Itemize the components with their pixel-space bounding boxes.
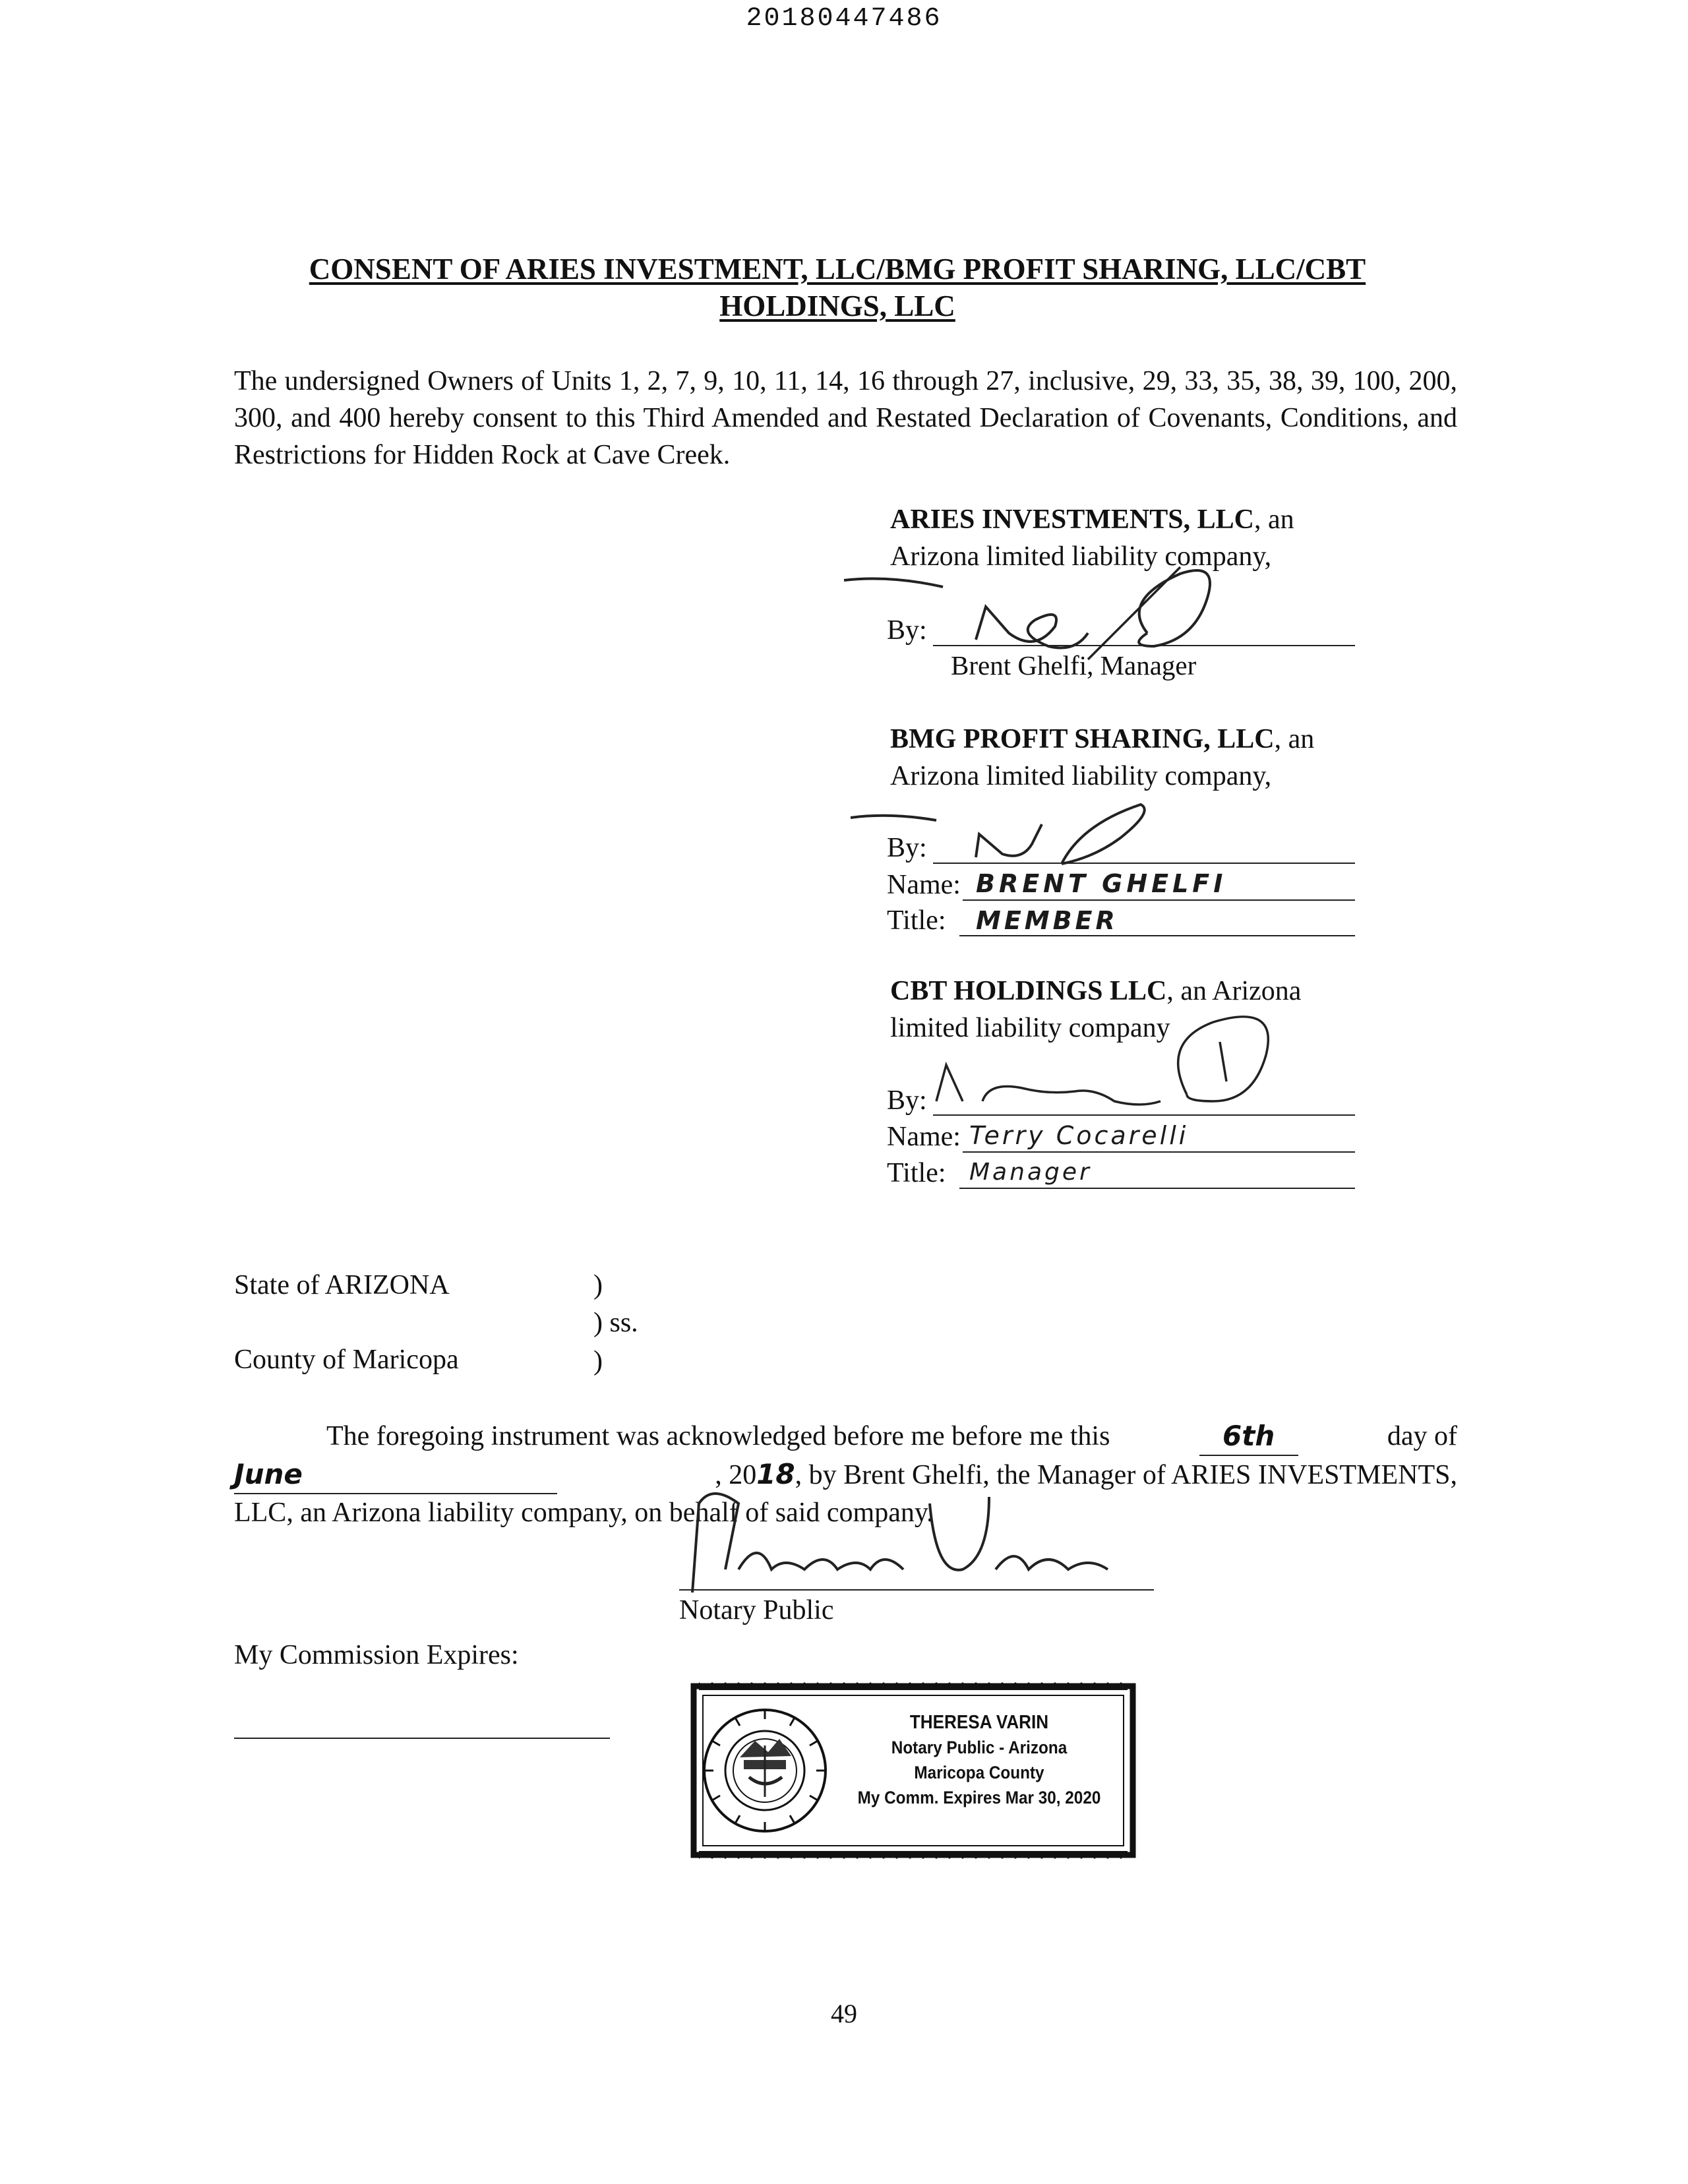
venue-county: County of Maricopa xyxy=(234,1345,459,1375)
page-number: 49 xyxy=(831,1999,857,2028)
cbt-handwritten-name: Terry Cocarelli xyxy=(969,1121,1189,1150)
cbt-title-label: Title: xyxy=(887,1158,946,1188)
ack-year: 18 xyxy=(756,1458,795,1490)
stamp-notary-title: Notary Public - Arizona xyxy=(891,1738,1068,1757)
cbt-suffix: , an Arizona xyxy=(1166,976,1302,1006)
intro-paragraph: The undersigned Owners of Units 1, 2, 7, 9, 10, 11, 14, 16 through 27, inclusive, 29, 33, 35, 38, 39, 100, 200, 300, and 400 hereby consent to this Third Amended and Restated Declaration of Covenants, Conditions, and Restrictions for Hidden Rock at Cave Creek. xyxy=(234,366,1457,470)
notary-public-label: Notary Public xyxy=(679,1595,834,1625)
cbt-title-line xyxy=(959,1188,1355,1189)
notary-signature xyxy=(673,1477,1147,1596)
bmg-entity-type: Arizona limited liability company, xyxy=(890,761,1272,791)
ack-text-rest: , by Brent Ghelfi, the Manager of ARIES INVESTMENTS, xyxy=(795,1460,1457,1490)
cbt-name-line xyxy=(963,1151,1355,1153)
ack-text-after-day: day of xyxy=(1387,1421,1457,1451)
ack-month: June xyxy=(234,1456,557,1494)
cbt-handwritten-title: Manager xyxy=(969,1159,1092,1186)
cbt-name-label: Name: xyxy=(887,1122,961,1152)
commission-expires-label: My Commission Expires: xyxy=(234,1640,519,1670)
bmg-name: BMG PROFIT SHARING, LLC xyxy=(890,724,1275,754)
venue-state: State of ARIZONA xyxy=(234,1270,450,1300)
venue-ss: ) ss. xyxy=(593,1308,638,1338)
document-title xyxy=(251,251,1424,324)
bmg-name-line xyxy=(963,899,1355,901)
stamp-notary-name: THERESA VARIN xyxy=(909,1712,1049,1733)
stamp-expiration: My Comm. Expires Mar 30, 2020 xyxy=(857,1788,1101,1807)
venue-paren-bottom: ) xyxy=(593,1346,603,1376)
aries-by-label: By: xyxy=(887,615,927,646)
cbt-by-label: By: xyxy=(887,1085,927,1116)
ack-year-prefix: , 20 xyxy=(715,1460,757,1490)
bmg-handwritten-name: BRENT GHELFI xyxy=(976,869,1227,898)
bmg-by-label: By: xyxy=(887,833,927,863)
notary-stamp xyxy=(686,1678,1141,1863)
ack-day: 6th xyxy=(1199,1418,1298,1456)
stamp-text xyxy=(840,1710,1119,1810)
aries-signer-name: Brent Ghelfi, Manager xyxy=(951,650,1197,681)
stamp-county: Maricopa County xyxy=(914,1763,1044,1782)
bmg-name-label: Name: xyxy=(887,870,961,900)
bmg-handwritten-title: MEMBER xyxy=(976,906,1118,935)
recording-number: 20180447486 xyxy=(746,4,942,34)
bmg-signature xyxy=(844,798,1187,870)
aries-name: ARIES INVESTMENTS, LLC xyxy=(890,504,1254,535)
bmg-title-label: Title: xyxy=(887,905,946,936)
ack-line-3: LLC, an Arizona liability company, on behalf of said company. xyxy=(234,1498,934,1528)
title-line-1: CONSENT OF ARIES INVESTMENT, LLC/BMG PROFIT SHARING, LLC/CBT xyxy=(309,253,1366,286)
venue-paren-top: ) xyxy=(593,1270,603,1300)
cbt-signature xyxy=(923,1002,1292,1128)
ack-text-before-day: The foregoing instrument was acknowledged before me before me this xyxy=(326,1421,1110,1451)
bmg-title-line xyxy=(959,935,1355,936)
arizona-seal xyxy=(704,1710,826,1831)
bmg-entity-block xyxy=(890,721,1391,795)
cbt-name: CBT HOLDINGS LLC xyxy=(890,976,1167,1006)
title-line-2: HOLDINGS, LLC xyxy=(719,289,955,322)
bmg-suffix: , an xyxy=(1274,724,1315,754)
aries-suffix: , an xyxy=(1254,504,1294,535)
aries-entity-type: Arizona limited liability company, xyxy=(890,541,1272,572)
cbt-entity-type: limited liability company xyxy=(890,1013,1170,1043)
commission-expiry-line xyxy=(234,1738,610,1739)
